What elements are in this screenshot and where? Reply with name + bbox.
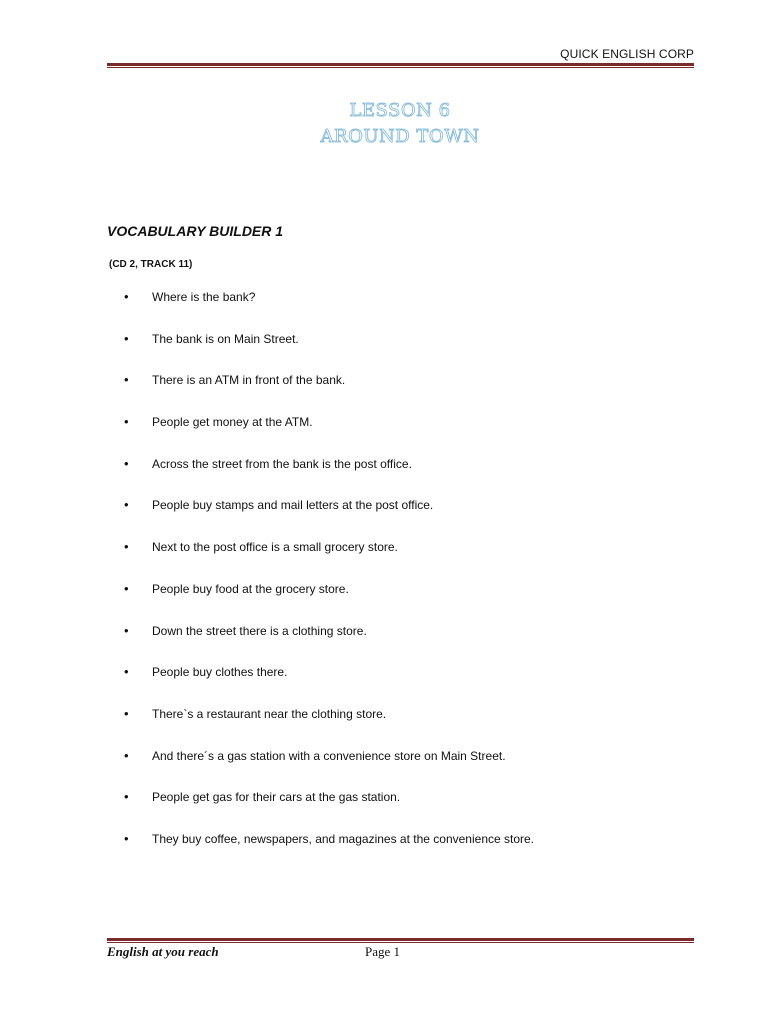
bullet-icon: • xyxy=(124,747,129,763)
list-item-text: People buy stamps and mail letters at the post office. xyxy=(152,498,434,513)
bullet-icon: • xyxy=(124,539,129,555)
cd-track-note: (CD 2, TRACK 11) xyxy=(109,259,193,270)
lesson-topic: AROUND TOWN xyxy=(320,126,480,147)
list-item xyxy=(124,495,534,537)
list-item xyxy=(124,370,534,412)
list-item xyxy=(124,829,534,871)
bullet-icon: • xyxy=(124,622,129,638)
bullet-icon: • xyxy=(124,830,129,846)
list-item xyxy=(124,412,534,454)
footer-tagline: English at you reach xyxy=(107,944,219,959)
bullet-icon: • xyxy=(124,580,129,596)
list-item-text: Next to the post office is a small grocery store. xyxy=(152,540,398,555)
list-item-text: Where is the bank? xyxy=(152,290,256,304)
list-item xyxy=(124,287,534,329)
list-item-text: People get money at the ATM. xyxy=(152,415,313,430)
bullet-icon: • xyxy=(124,497,129,513)
list-item-text: The bank is on Main Street. xyxy=(152,331,299,346)
list-item xyxy=(124,746,534,788)
list-item-text: People buy clothes there. xyxy=(152,665,288,680)
bullet-icon: • xyxy=(124,705,129,721)
list-item-text: Down the street there is a clothing store. xyxy=(152,623,367,638)
list-item xyxy=(124,454,534,496)
lesson-number: LESSON 6 xyxy=(349,100,451,121)
list-item xyxy=(124,621,534,663)
header-divider xyxy=(107,63,694,68)
header-company-name: QUICK ENGLISH CORP xyxy=(560,47,694,61)
lesson-title xyxy=(0,98,768,150)
list-item-text: And there´s a gas station with a convenience store on Main Street. xyxy=(152,748,506,763)
list-item xyxy=(124,329,534,371)
bullet-icon: • xyxy=(124,372,129,388)
list-item xyxy=(124,537,534,579)
list-item xyxy=(124,579,534,621)
vocabulary-list xyxy=(124,287,534,871)
page-number: Page 1 xyxy=(365,944,401,959)
section-heading: VOCABULARY BUILDER 1 xyxy=(107,223,284,239)
list-item xyxy=(124,704,534,746)
bullet-icon: • xyxy=(124,289,129,304)
list-item xyxy=(124,787,534,829)
list-item-text: People buy food at the grocery store. xyxy=(152,581,349,596)
bullet-icon: • xyxy=(124,664,129,680)
footer-divider xyxy=(107,938,694,943)
list-item xyxy=(124,662,534,704)
list-item-text: People get gas for their cars at the gas station. xyxy=(152,790,401,805)
bullet-icon: • xyxy=(124,455,129,471)
list-item-text: There`s a restaurant near the clothing store. xyxy=(152,706,387,721)
bullet-icon: • xyxy=(124,330,129,346)
list-item-text: Across the street from the bank is the post office. xyxy=(152,456,412,471)
list-item-text: They buy coffee, newspapers, and magazines at the convenience store. xyxy=(152,831,535,846)
bullet-icon: • xyxy=(124,789,129,805)
bullet-icon: • xyxy=(124,414,129,430)
list-item-text: There is an ATM in front of the bank. xyxy=(152,373,346,388)
